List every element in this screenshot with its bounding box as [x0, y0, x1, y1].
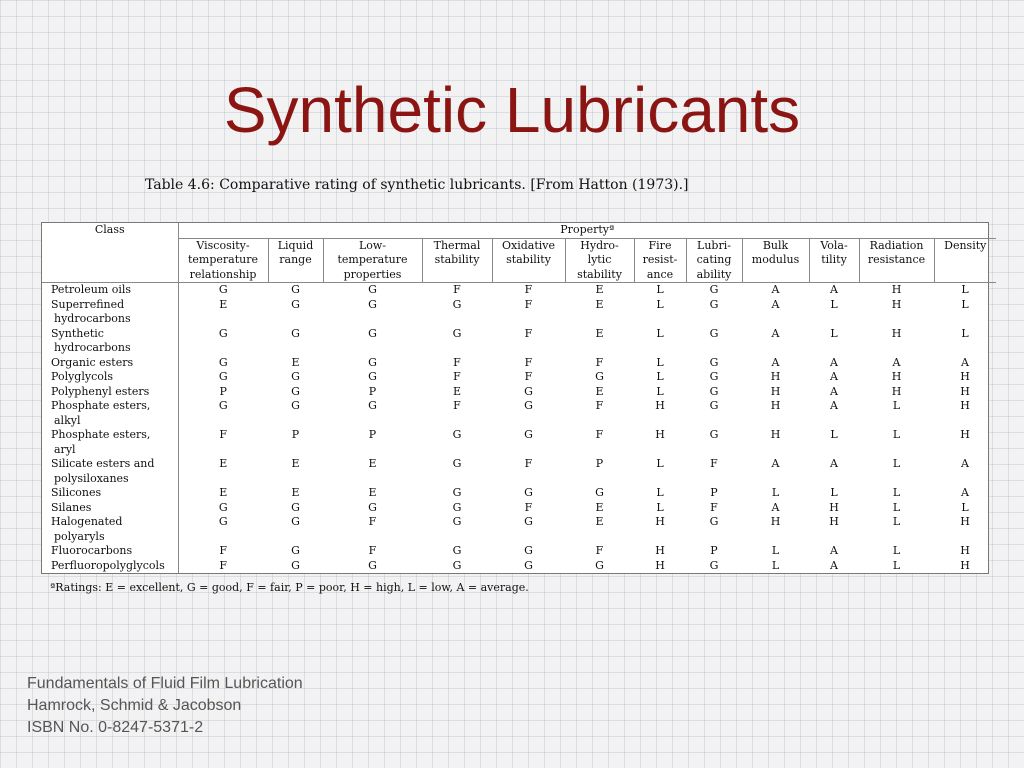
class-cell	[42, 559, 178, 574]
table-row	[42, 356, 996, 371]
class-cell	[42, 544, 178, 559]
rating-cell: G	[709, 297, 719, 311]
class-header: Class	[42, 223, 178, 283]
rating-cell: G	[291, 384, 300, 398]
rating-cell: G	[524, 515, 533, 528]
rating-cell: G	[452, 326, 462, 340]
rating-cell: F	[178, 544, 268, 559]
table-row	[42, 559, 996, 574]
rating-cell: F	[595, 544, 604, 557]
rating-cell: G	[709, 428, 719, 441]
rating-cell: H	[770, 399, 781, 412]
class-name: Superrefined	[51, 297, 125, 311]
class-name: Polyglycols	[51, 370, 114, 383]
class-name: Fluorocarbons	[51, 544, 133, 557]
class-name-continued: hydrocarbons	[54, 312, 131, 325]
column-header: Vola- tility	[809, 238, 859, 283]
column-header: Thermal stability	[422, 238, 492, 283]
rating-cell: G	[178, 327, 268, 356]
rating-cell: A	[771, 457, 780, 470]
rating-cell: G	[291, 558, 300, 572]
rating-cell: L	[656, 500, 664, 514]
class-cell	[42, 356, 178, 371]
rating-cell: G	[291, 544, 300, 557]
rating-cell: G	[178, 283, 268, 298]
table-body	[42, 283, 996, 574]
rating-cell: E	[368, 486, 377, 499]
rating-cell: H	[655, 428, 665, 441]
rating-cell: H	[891, 283, 902, 296]
column-header: Fire resist- ance	[634, 238, 686, 283]
table-row	[42, 515, 996, 544]
rating-cell: G	[291, 399, 300, 412]
rating-cell: G	[178, 356, 268, 371]
rating-cell: G	[178, 515, 268, 544]
rating-cell: G	[709, 370, 719, 383]
class-name: Polyphenyl esters	[51, 384, 150, 398]
ratings-table-container	[41, 222, 989, 574]
table-row	[42, 544, 996, 559]
rating-cell: P	[710, 544, 718, 557]
rating-cell: L	[830, 486, 838, 499]
rating-cell: L	[892, 515, 901, 528]
rating-cell: G	[368, 399, 377, 412]
source-credits	[27, 673, 303, 739]
rating-cell: A	[771, 326, 780, 340]
rating-cell: G	[291, 283, 300, 296]
rating-cell: G	[452, 457, 462, 470]
class-name: Halogenated	[51, 515, 123, 528]
rating-cell: L	[656, 297, 664, 311]
rating-cell: A	[830, 558, 838, 572]
rating-cell: H	[891, 297, 902, 311]
rating-cell: A	[892, 355, 901, 369]
rating-cell: E	[452, 384, 462, 398]
class-cell	[42, 283, 178, 298]
rating-cell: E	[368, 457, 377, 470]
rating-cell: H	[891, 326, 902, 340]
table-row	[42, 399, 996, 428]
rating-cell: A	[830, 384, 838, 398]
rating-cell: E	[595, 283, 604, 296]
table-row	[42, 501, 996, 516]
rating-cell: F	[453, 283, 461, 296]
rating-cell: H	[829, 515, 839, 528]
rating-cell: G	[178, 399, 268, 428]
class-cell	[42, 298, 178, 327]
rating-cell: F	[595, 399, 604, 412]
rating-cell: A	[830, 283, 838, 296]
rating-cell: L	[771, 544, 780, 557]
rating-cell: F	[453, 370, 461, 383]
column-header: Lubri- cating ability	[686, 238, 742, 283]
class-name: Silanes	[51, 500, 92, 514]
rating-cell: L	[892, 500, 901, 514]
rating-cell: H	[655, 558, 665, 572]
rating-cell: A	[771, 297, 780, 311]
rating-cell: G	[291, 370, 300, 383]
rating-cell: A	[961, 486, 969, 499]
rating-cell: E	[178, 486, 268, 501]
rating-cell: H	[960, 428, 970, 441]
rating-cell: E	[595, 326, 604, 340]
rating-cell: F	[453, 399, 461, 412]
class-name: Synthetic	[51, 326, 104, 340]
rating-cell: P	[291, 428, 300, 441]
rating-cell: L	[892, 428, 901, 441]
rating-cell: E	[178, 457, 268, 486]
rating-cell: G	[291, 500, 300, 514]
rating-cell: L	[771, 558, 780, 572]
slide-title: Synthetic Lubricants	[223, 74, 801, 146]
rating-cell: L	[892, 544, 901, 557]
class-name: Phosphate esters,	[51, 399, 151, 412]
rating-cell: L	[892, 457, 901, 470]
rating-cell: G	[595, 558, 604, 572]
column-header: Density	[934, 238, 996, 283]
table-row	[42, 428, 996, 457]
rating-cell: F	[595, 428, 604, 441]
rating-cell: G	[291, 515, 300, 528]
rating-cell: H	[770, 515, 781, 528]
class-name-continued: polyaryls	[54, 529, 105, 543]
table-row	[42, 370, 996, 385]
rating-cell: P	[595, 457, 604, 470]
rating-cell: L	[656, 355, 664, 369]
rating-cell: A	[771, 500, 780, 514]
rating-cell: L	[656, 486, 664, 499]
class-cell	[42, 399, 178, 428]
rating-cell: G	[524, 544, 533, 557]
rating-cell: H	[770, 370, 781, 383]
class-name: Perfluoropolyglycols	[51, 558, 165, 572]
rating-cell: G	[524, 558, 533, 572]
rating-cell: H	[960, 384, 970, 398]
class-name-continued: hydrocarbons	[54, 341, 131, 354]
class-cell	[42, 515, 178, 544]
rating-cell: G	[368, 283, 377, 296]
class-name-continued: aryl	[54, 442, 76, 456]
rating-cell: G	[524, 384, 533, 398]
rating-cell: F	[524, 370, 533, 383]
rating-cell: L	[656, 370, 664, 383]
rating-cell: P	[178, 385, 268, 400]
rating-cell: A	[830, 457, 838, 470]
column-header: Hydro- lytic stability	[565, 238, 634, 283]
book-isbn: ISBN No. 0-8247-5371-2	[27, 719, 204, 736]
rating-cell: P	[368, 384, 377, 398]
rating-cell: F	[524, 297, 533, 311]
rating-cell: F	[368, 544, 377, 557]
rating-cell: L	[830, 326, 838, 340]
rating-cell: G	[291, 297, 300, 311]
rating-cell: H	[655, 544, 665, 557]
rating-cell: H	[960, 544, 970, 557]
rating-cell: A	[961, 355, 969, 369]
rating-cell: L	[892, 399, 901, 412]
rating-cell: G	[595, 486, 604, 499]
rating-cell: L	[961, 283, 969, 296]
rating-cell: L	[830, 428, 838, 441]
rating-cell: G	[709, 399, 719, 412]
rating-cell: E	[291, 486, 300, 499]
rating-cell: E	[178, 298, 268, 327]
rating-cell: F	[710, 500, 718, 514]
rating-cell: G	[452, 486, 462, 499]
class-name: Silicones	[51, 486, 102, 499]
rating-cell: E	[595, 384, 604, 398]
rating-cell: G	[368, 355, 377, 369]
class-name-continued: alkyl	[54, 413, 81, 427]
rating-cell: H	[655, 399, 665, 412]
rating-cell: E	[291, 457, 300, 470]
rating-cell: L	[961, 297, 969, 311]
table-row	[42, 298, 996, 327]
class-name: Phosphate esters,	[51, 428, 151, 441]
rating-cell: H	[960, 558, 970, 572]
class-cell	[42, 457, 178, 486]
rating-cell: H	[829, 500, 839, 514]
rating-cell: E	[595, 297, 604, 311]
column-header: Liquid range	[268, 238, 323, 283]
rating-cell: G	[452, 558, 462, 572]
rating-cell: L	[656, 283, 664, 296]
rating-cell: A	[830, 370, 838, 383]
column-header: Viscosity- temperature relationship	[178, 238, 268, 283]
rating-cell: F	[524, 283, 533, 296]
rating-cell: L	[830, 297, 838, 311]
rating-cell: G	[595, 370, 604, 383]
rating-cell: A	[830, 399, 838, 412]
rating-cell: F	[178, 559, 268, 574]
column-header: Radiation resistance	[859, 238, 934, 283]
rating-cell: G	[452, 500, 462, 514]
rating-cell: L	[656, 326, 664, 340]
rating-cell: F	[453, 355, 461, 369]
rating-cell: L	[656, 384, 664, 398]
rating-cell: G	[452, 428, 462, 441]
rating-cell: H	[960, 515, 970, 528]
rating-cell: L	[892, 558, 901, 572]
rating-cell: L	[656, 457, 664, 470]
class-cell	[42, 370, 178, 385]
rating-cell: E	[595, 515, 604, 528]
rating-cell: H	[960, 399, 970, 412]
rating-cell: L	[892, 486, 901, 499]
rating-cell: G	[291, 326, 300, 340]
book-title: Fundamentals of Fluid Film Lubrication	[27, 675, 303, 692]
rating-cell: L	[961, 500, 969, 514]
rating-cell: G	[452, 297, 462, 311]
rating-cell: F	[524, 457, 533, 470]
rating-cell: G	[452, 544, 462, 557]
rating-cell: F	[710, 457, 718, 470]
class-cell	[42, 501, 178, 516]
class-name-continued: polysiloxanes	[54, 471, 129, 485]
table-footnote: ªRatings: E = excellent, G = good, F = fair, P = poor, H = high, L = low, A = average.	[50, 581, 529, 594]
rating-cell: G	[709, 384, 719, 398]
rating-cell: H	[960, 370, 970, 383]
rating-cell: F	[595, 355, 604, 369]
rating-cell: H	[891, 384, 902, 398]
class-name: Silicate esters and	[51, 457, 155, 470]
rating-cell: G	[368, 370, 377, 383]
rating-cell: G	[524, 399, 533, 412]
ratings-table	[42, 223, 996, 573]
rating-cell: F	[524, 500, 533, 514]
rating-cell: F	[178, 428, 268, 457]
rating-cell: G	[452, 515, 462, 528]
rating-cell: A	[771, 355, 780, 369]
rating-cell: G	[709, 558, 719, 572]
rating-cell: F	[368, 515, 377, 528]
rating-cell: A	[961, 457, 969, 470]
table-caption: Table 4.6: Comparative rating of synthetic lubricants. [From Hatton (1973).]	[145, 177, 689, 193]
rating-cell: H	[655, 515, 665, 528]
rating-cell: L	[771, 486, 780, 499]
rating-cell: P	[710, 486, 718, 499]
rating-cell: G	[709, 283, 719, 296]
rating-cell: A	[830, 355, 838, 369]
property-header: Propertyª	[178, 223, 996, 238]
rating-cell: E	[291, 355, 300, 369]
table-row	[42, 283, 996, 298]
class-cell	[42, 486, 178, 501]
rating-cell: G	[368, 297, 377, 311]
rating-cell: L	[961, 326, 969, 340]
column-header: Bulk modulus	[742, 238, 809, 283]
class-cell	[42, 428, 178, 457]
rating-cell: G	[368, 326, 377, 340]
table-row	[42, 486, 996, 501]
column-headers-row	[42, 238, 996, 283]
rating-cell: G	[709, 355, 719, 369]
rating-cell: G	[524, 486, 533, 499]
table-row	[42, 385, 996, 400]
rating-cell: G	[368, 500, 377, 514]
rating-cell: G	[709, 515, 719, 528]
rating-cell: F	[524, 326, 533, 340]
rating-cell: H	[891, 370, 902, 383]
table-row	[42, 327, 996, 356]
rating-cell: G	[368, 558, 377, 572]
class-cell	[42, 327, 178, 356]
rating-cell: G	[524, 428, 533, 441]
class-name: Organic esters	[51, 355, 134, 369]
table-row	[42, 457, 996, 486]
rating-cell: G	[178, 501, 268, 516]
rating-cell: F	[524, 355, 533, 369]
column-header: Oxidative stability	[492, 238, 565, 283]
rating-cell: G	[178, 370, 268, 385]
column-header: Low- temperature properties	[323, 238, 422, 283]
book-authors: Hamrock, Schmid & Jacobson	[27, 697, 242, 714]
rating-cell: H	[770, 428, 781, 441]
class-name: Petroleum oils	[51, 283, 132, 296]
rating-cell: G	[709, 326, 719, 340]
rating-cell: A	[830, 544, 838, 557]
class-cell	[42, 385, 178, 400]
rating-cell: P	[368, 428, 377, 441]
rating-cell: E	[595, 500, 604, 514]
rating-cell: A	[771, 283, 780, 296]
rating-cell: H	[770, 384, 781, 398]
